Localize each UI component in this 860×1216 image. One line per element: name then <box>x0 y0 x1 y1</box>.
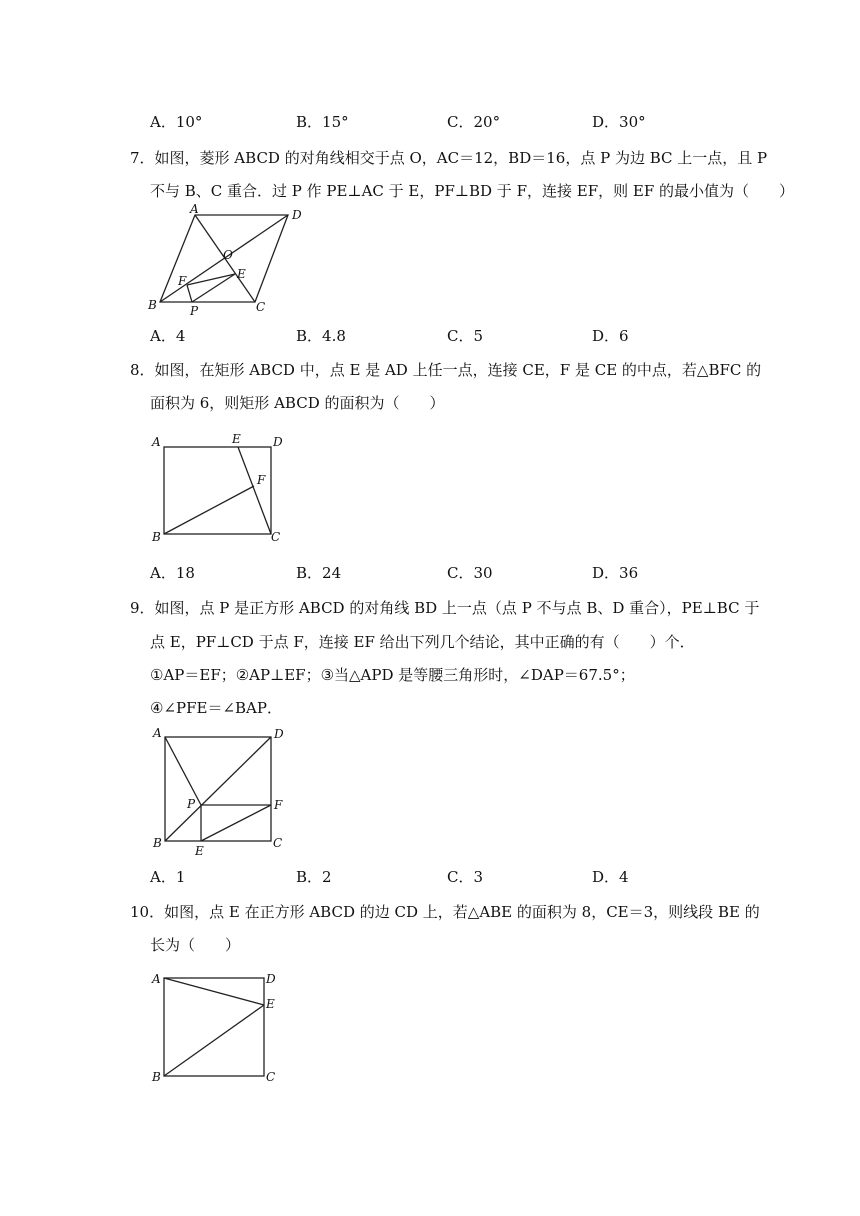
q7-label-p: P <box>190 304 199 318</box>
q7-label-a: A <box>190 202 199 216</box>
q7-option-c: C．5 <box>447 327 484 345</box>
q10-text-line2: 长为（ ） <box>150 936 241 954</box>
q8-segment-ec <box>238 447 271 534</box>
q10-label-d: D <box>266 972 276 986</box>
q8-label-f: F <box>257 473 266 487</box>
q7-label-c: C <box>256 300 266 314</box>
q9-label-d: D <box>274 727 284 741</box>
q7-option-a: A．4 <box>150 327 186 345</box>
q9-diagonal-bd <box>165 737 271 841</box>
q7-option-d: D．6 <box>592 327 629 345</box>
q6-option-a: A．10° <box>150 113 203 131</box>
q9-text-line3: ①AP＝EF；②AP⊥EF；③当△APD 是等腰三角形时，∠DAP＝67.5°； <box>150 666 635 684</box>
q8-label-c: C <box>271 530 281 544</box>
q7-label-e: E <box>237 267 246 281</box>
q7-label-f: F <box>178 274 187 288</box>
q6-option-d: D．30° <box>592 113 646 131</box>
q7-rhombus-diagram <box>140 202 320 320</box>
q9-label-f: F <box>274 798 283 812</box>
q8-option-d: D．36 <box>592 564 639 582</box>
q10-label-a: A <box>152 972 161 986</box>
q9-text-line1: 9．如图，点 P 是正方形 ABCD 的对角线 BD 上一点（点 P 不与点 B、D 重合），PE⊥BC 于 <box>130 599 760 617</box>
q8-label-e: E <box>232 432 241 446</box>
q8-text-line2: 面积为 6，则矩形 ABCD 的面积为（ ） <box>150 394 445 412</box>
q7-segment-pf <box>187 285 192 302</box>
q7-text-line2: 不与 B、C 重合．过 P 作 PE⊥AC 于 E，PF⊥BD 于 F，连接 EF，则 EF 的最小值为（ ） <box>150 182 794 200</box>
q9-option-c: C．3 <box>447 868 484 886</box>
q9-label-a: A <box>153 726 162 740</box>
q10-label-c: C <box>266 1070 276 1084</box>
q6-option-c: C．20° <box>447 113 501 131</box>
q8-segment-bf <box>164 486 254 534</box>
q9-label-b: B <box>153 836 162 850</box>
q10-square-diagram <box>150 965 290 1090</box>
q10-square <box>164 978 264 1076</box>
q7-label-o: O <box>223 248 233 262</box>
q7-segment-pe <box>192 274 235 302</box>
q9-option-a: A．1 <box>150 868 186 886</box>
q9-label-c: C <box>273 836 283 850</box>
q6-option-b: B．15° <box>296 113 349 131</box>
q10-label-b: B <box>152 1070 161 1084</box>
q9-text-line2: 点 E，PF⊥CD 于点 F，连接 EF 给出下列几个结论，其中正确的有（ ）个． <box>150 633 695 651</box>
q8-rectangle-diagram <box>150 430 300 545</box>
q10-text-line1: 10．如图，点 E 在正方形 ABCD 的边 CD 上，若△ABE 的面积为 8，CE＝3，则线段 BE 的 <box>130 903 760 921</box>
q9-segment-ef <box>201 805 271 841</box>
q7-label-b: B <box>148 298 157 312</box>
q7-option-b: B．4.8 <box>296 327 346 345</box>
q10-segment-be <box>164 1005 264 1076</box>
q9-option-d: D．4 <box>592 868 629 886</box>
q8-label-b: B <box>152 530 161 544</box>
q7-label-d: D <box>292 208 302 222</box>
q8-option-b: B．24 <box>296 564 342 582</box>
q10-segment-ae <box>164 978 264 1005</box>
q8-text-line1: 8．如图，在矩形 ABCD 中，点 E 是 AD 上任一点，连接 CE，F 是 CE 的中点，若△BFC 的 <box>130 361 762 379</box>
q7-text-line1: 7．如图，菱形 ABCD 的对角线相交于点 O，AC＝12，BD＝16，点 P 为边 BC 上一点，且 P <box>130 149 768 167</box>
q9-label-p: P <box>187 797 196 811</box>
q9-text-line4: ④∠PFE＝∠BAP． <box>150 699 282 717</box>
q9-segment-ap <box>165 737 201 805</box>
q10-label-e: E <box>266 997 275 1011</box>
q8-option-c: C．30 <box>447 564 493 582</box>
q8-label-a: A <box>152 435 161 449</box>
q8-option-a: A．18 <box>150 564 195 582</box>
q9-option-b: B．2 <box>296 868 332 886</box>
q9-label-e: E <box>195 844 204 858</box>
q9-square-diagram <box>150 725 300 860</box>
q8-label-d: D <box>273 435 283 449</box>
